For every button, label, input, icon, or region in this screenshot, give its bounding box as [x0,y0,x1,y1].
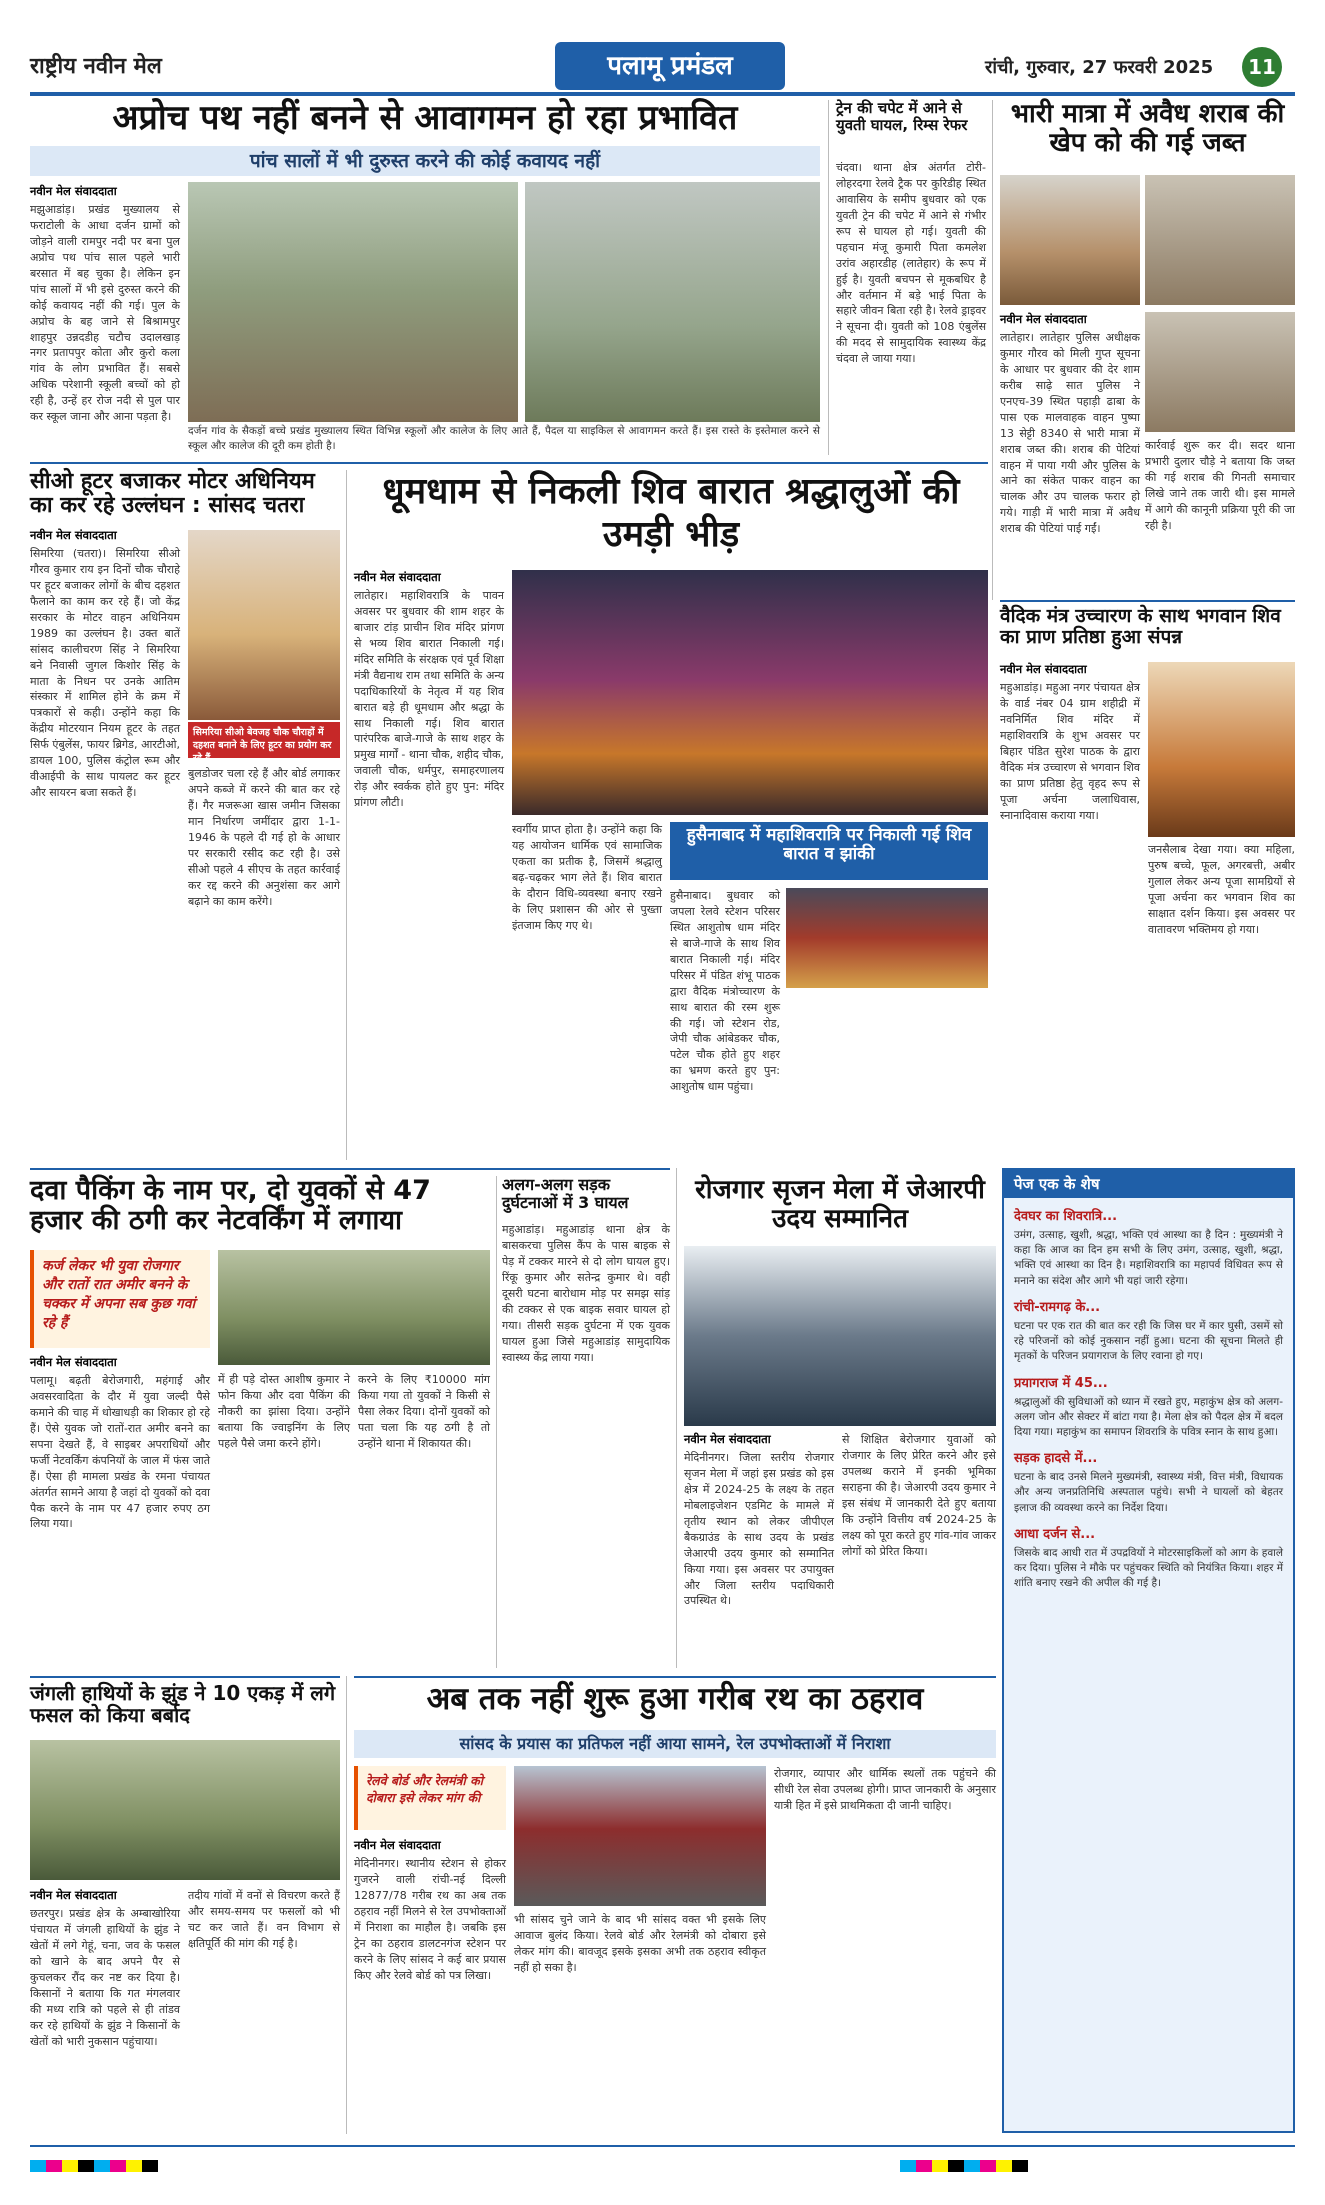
header-rule [30,92,1295,96]
s7-byline: नवीन मेल संवाददाता [1000,662,1087,676]
section-rule [354,1676,996,1678]
s8-body: पलामू। बढ़ती बेरोजगारी, महंगाई और अवसरवादिता के दौर में युवा जल्दी पैसे कमाने की चाह में धोखाधड़ी का शिकार हो रहे हैं। ऐसे युवक जो रातों-रात अमीर बनने का सपना देखते हैं, वे साइबर अपराधियों और फर्जी नेटवर्किंग कंपनियों के जाल में फंस जाते हैं। ऐसा ही मामला प्रखंड के रमना पंचायत अंतर्गत सामने आया है जहां दो युवकों को दवा पैक करने के नाम पर 47 हजार रुपए ठग लिया गया। [30,1374,210,1531]
continued-head: आधा दर्जन से... [1014,1526,1096,1542]
continued-text: उमंग, उत्साह, खुशी, श्रद्धा, भक्ति एवं आस्था का है दिन : मुख्यमंत्री ने कहा कि आज का दिन हम सभी के लिए उमंग, उत्साह, खुशी, श्रद्धा, भक्ति एवं आस्था का दिन है। महाशिवरात्रि का महापर्व विधिवत रूप से मनाने का संदेश और आगे भी यहां जारी रहेगा। [1014,1229,1283,1287]
s12-byline: नवीन मेल संवाददाता [354,1838,441,1852]
s1-subhead: पांच सालों में भी दुरुस्त करने की कोई कवायद नहीं [30,146,820,176]
s2-body: चंदवा। थाना क्षेत्र अंतर्गत टोरी-लोहरदगा रेलवे ट्रैक पर कुरिडीह स्थित आवासिय के समीप बुधवार को एक युवती ट्रेन की चपेट में आने से गंभीर रूप से घायल हो गई। युवती की पहचान मंजू कुमारी पिता कमलेश उरांव अहारडीह (लातेहार) के रूप में हुई है। युवती बचपन से मूकबधिर है और वर्तमान में बड़े भाई पिता के सहारे जीवन बिता रही है। रेलवे ड्राइवर ने सूचना दी। युवती को 108 एंबुलेंस की मदद से सामुदायिक स्वास्थ्य केंद्र चंदवा ले जाया गया। [836,161,986,366]
s2-headline: ट्रेन की चपेट में आने से युवती घायल, रिम्स रेफर [836,99,968,134]
divider [676,1168,677,1668]
s1-byline: नवीन मेल संवाददाता [30,184,117,198]
section-rule [1000,600,1295,602]
s12-callout: रेलवे बोर्ड और रेलमंत्री को दोबारा इसे लेकर मांग की [354,1766,506,1830]
continued-text: जिसके बाद आधी रात में उपद्रवियों ने मोटरसाइकिलों को आग के हवाले कर दिया। पुलिस ने मौके पर पहुंचकर स्थिति को नियंत्रित किया। शहर में शांति बनाए रखने की अपील की गई है। [1014,1546,1283,1590]
s4-headline: सीओ हूटर बजाकर मोटर अधिनियम का कर रहे उल्लंघन : सांसद चतरा [30,469,315,519]
s1-headline: अप्रोच पथ नहीं बनने से आवागमन हो रहा प्रभावित [112,98,738,138]
s8-callout: कर्ज लेकर भी युवा रोजगार और रातों रात अमीर बनने के चक्कर में अपना सब कुछ गवां रहे हैं [30,1250,210,1348]
divider [346,470,347,1160]
continued-text: घटना के बाद उनसे मिलने मुख्यमंत्री, स्वास्थ्य मंत्री, वित्त मंत्री, विधायक और अन्य जनप्रतिनिधि अस्पताल पहुंचे। सभी ने घायलों को बेहतर इलाज की व्यवस्था करने का निर्देश दिया। [1014,1471,1283,1514]
s8-body2: में ही पड़े दोस्त आशीष कुमार ने फोन किया और दवा पैकिंग की नौकरी का झांसा दिया। उन्होंने बताया कि ज्वाइनिंग के लिए पहले पैसे जमा करने होंगे। [218,1373,350,1450]
s1-body: मझुआडांड़। प्रखंड मुख्यालय से फराटोली के आधा दर्जन ग्रामों को जोड़ने वाली रामपुर नदी पर बना पुल अप्रोच पथ पांच साल पहले भारी बरसात में बह चुका है। लेकिन इन पांच सालों में भी इसे दुरुस्त करने की कोई कवायद नहीं की गई। पुल के अप्रोच के बह जाने से बिश्रामपुर शाहपुर उन्नदडीह चटौच उदालखाड़ नगर प्रतापपुर कोता और कुरो कला गांव के लोग प्रभावित हैं। सबसे अधिक परेशानी स्कूली बच्चों को हो रही है, उन्हें हर रोज नदी से पुल पार कर स्कूल जाना और आना पड़ता है। [30,203,180,424]
s3-photo-bottles [1145,312,1295,432]
s4-body: सिमरिया (चतरा)। सिमरिया सीओ गौरव कुमार राय इन दिनों चौक चौराहे पर हूटर बजाकर लोगों के बीच दहशत फैलाने का काम कर रहे हैं। जो केंद्र सरकार के मोटर वाहन अधिनियम 1989 का उल्लंघन है। उक्त बातें सांसद कालीचरण सिंह ने सिमरिया बने निवासी जुगल किशोर सिंह के माता के निधन पर उनके आतिम संस्कार में शामिल होने के क्रम में पत्रकारों से कही। उन्होंने कहा कि केंद्रीय मोटरयान नियम हूटर के तहत सिर्फ एंबुलेंस, फायर ब्रिगेड, आरटीओ, डायल 100, पुलिस कंट्रोल रूम और वीआईपी के साथ पायलट कर हूटर और सायरन बजा सकते हैं। [30,547,180,800]
s6-body: हुसैनाबाद। बुधवार को जपला रेलवे स्टेशन परिसर स्थित आशुतोष धाम मंदिर से बाजे-गाजे के साथ शिव बारात निकाली गई। मंदिर परिसर में पंडित शंभू पाठक द्वारा वैदिक मंत्रोच्चारण के साथ बारात की रस्म शुरू की गई। जो स्टेशन रोड, जेपी चौक आंबेडकर चौक, पटेल चौक होते हुए शहर का भ्रमण करते हुए पुन: आशुतोष धाम पहुंचा। [670,889,780,1094]
s1-photo-river [525,182,820,422]
s4-byline: नवीन मेल संवाददाता [30,528,117,542]
s6-photo-procession [786,888,988,988]
s3-photo-cartons [1145,175,1295,305]
s11-body2: तदीय गांवों में वनों से विचरण करते हैं और समय-समय पर फसलों को भी चट कर जाते हैं। वन विभाग से क्षतिपूर्ति की मांग की गई है। [188,1889,340,1950]
continued-text: श्रद्धालुओं की सुविधाओं को ध्यान में रखते हुए, महाकुंभ क्षेत्र को अलग-अलग जोन और सेक्टर में बांटा गया है। मेला क्षेत्र को पैदल क्षेत्र में बदल दिया गया। महाकुंभ का समापन शिवरात्रि के पवित्र स्नान के साथ हुआ। [1014,1395,1283,1438]
s10-byline: नवीन मेल संवाददाता [684,1432,771,1446]
s5-body: लातेहार। महाशिवरात्रि के पावन अवसर पर बुधवार की शाम शहर के बाजार टांड़ प्राचीन शिव मंदिर प्रांगण से भव्य शिव बारात निकाली गई। मंदिर समिति के संरक्षक एवं पूर्व शिक्षा मंत्री वैद्यनाथ राम तथा समिति के अन्य पदाधिकारियों के नेतृत्व में यह शिव बारात बड़े ही धूमधाम और श्रद्धा के साथ निकाली गई। शिव बारात पारंपरिक बाजे-गाजे के साथ शहर के प्रमुख मार्गों - थाना चौक, शहीद चौक, जवाली चौक, धर्मपुर, समाहरणालय रोड़ और स्वर्कक होते हुए पुन: मंदिर प्रांगण लौटी। [354,589,504,810]
s9-body: महुआडांड़। महुआडांड़ थाना क्षेत्र के बासकरचा पुलिस कैंप के पास बाइक से पेड़ में टक्कर मारने से दो लोग घायल हुए। रिंकू कुमार और सतेन्द्र कुमार थे। वही दूसरी घटना बारोधाम मोड़ पर समझ सांड़ की टक्कर से एक बाइक सवार घायल हो गया। तीसरी सड़क दुर्घटना में एक युवक घायल हुआ जिसे महुआडांड़ सामुदायिक स्वास्थ्य केंद्र लाया गया। [502,1223,670,1364]
registration-colorbar [30,2160,430,2172]
s9-headline: अलग-अलग सड़क दुर्घटनाओं में 3 घायल [502,1175,629,1212]
s4-photo-mp [188,530,340,720]
s4-photo-caption: सिमरिया सीओ बेवजह चौक चौराहों में दहशत बनाने के लिए हूटर का प्रयोग कर रहे हैं [188,722,340,758]
continued-head: प्रयागराज में 45... [1014,1375,1108,1391]
s12-body: मेदिनीनगर। स्थानीय स्टेशन से होकर गुजरने वाली रांची-नई दिल्ली 12877/78 गरीब रथ का अब तक ठहराव नहीं मिलने से रेल उपभोक्ताओं में निराशा का माहौल है। जबकि इस ट्रेन का ठहराव डालटनगंज स्टेशन पर करने के लिए सांसद ने कई बार प्रयास किए और रेलवे बोर्ड को पत्र लिखा। [354,1857,506,1982]
s8-body3: करने के लिए ₹10000 मांग किया गया तो युवकों ने किसी से पैसा लेकर दिया। दोनों युवकों को पता चला कि यह ठगी है तो उन्होंने थाना में शिकायत की। [358,1373,490,1450]
s3-headline: भारी मात्रा में अवैध शराब की खेप को की गई जब्त [1010,99,1285,158]
continued-title: पेज एक के शेष [1004,1170,1293,1198]
continued-head: रांची-रामगढ़ के... [1014,1299,1101,1315]
s1-caption: दर्जन गांव के सैकड़ों बच्चे प्रखंड मुख्यालय स्थित विभिन्न स्कूलों और कालेज के लिए आते हैं, पैदल या साइकिल से आवागमन करते हैं। इस रास्ते के इस्तेमाल करने से स्कूल और कालेज की दूरी कम होती है। [188,425,820,453]
s5-body2: स्वर्गीय प्राप्त होता है। उन्होंने कहा कि यह आयोजन धार्मिक एवं सामाजिक एकता का प्रतीक है, जिसमें श्रद्धालु बढ़-चढ़कर भाग लेते हैं। शिव बारात के दौरान विधि-व्यवस्था बनाए रखने के लिए प्रशासन की ओर से पुख्ता इंतजाम किए गए थे। [512,823,662,932]
s3-body: लातेहार। लातेहार पुलिस अधीक्षक कुमार गौरव को मिली गुप्त सूचना के आधार पर बुधवार की देर शाम करीब साढ़े सात पुलिस ने एनएच-39 स्थित पहाड़ी ढाबा के पास एक मालवाहक वाहन पुष्पा 13 सेट्टी 8340 से भारी मात्रा में शराब जब्त की। शराब की पेटियां वाहन में पाया गयी और पुलिस के आने का संकेत पाकर वाहन का चालक और उप चालक फरार हो गये। गाड़ी में भारी मात्रा में अवैध शराब की पेटियां पाई गईं। [1000,331,1140,536]
continued-head: देवघर का शिवरात्रि... [1014,1209,1118,1224]
s10-photo-award [684,1246,996,1426]
s7-headline: वैदिक मंत्र उच्चारण के साथ भगवान शिव का प्राण प्रतिष्ठा हुआ संपन्न [1000,605,1281,648]
s6-headline: हुसैनाबाद में महाशिवरात्रि पर निकाली गई शिव बारात व झांकी [686,825,972,864]
s7-photo-shivling [1148,662,1295,837]
s11-body: छतरपुर। प्रखंड क्षेत्र के अम्बाखोरिया पंचायत में जंगली हाथियों के झुंड ने खेतों में लगे गेहूं, चना, जव के फसल को खाने के बाद अपने पैर से कुचलकर रौंद कर नष्ट कर दिया है। किसानों ने बताया कि गत मंगलवार की मध्य रात्रि को पहले से ही तांडव कर रहे हाथियों के झुंड ने किसानों के खेतों को भारी नुकसान पहुंचाया। [30,1907,180,2048]
s12-subhead: सांसद के प्रयास का प्रतिफल नहीं आया सामने, रेल उपभोक्ताओं में निराशा [354,1730,996,1758]
s11-headline: जंगली हाथियों के झुंड ने 10 एकड़ में लगे फसल को किया बर्बाद [30,1681,336,1727]
divider [496,1176,497,1668]
continued-text: घटना पर एक रात की बात कर रही कि जिस घर में कार घुसी, उसमें सो रहे परिजनों को कोई नुकसान नहीं हुआ। घटना की सूचना मिलते ही मृतकों के परिजन प्रयागराज के लिए रवाना हो गए। [1014,1319,1283,1363]
s12-photo-train [514,1766,766,1906]
s5-photo-idol [512,570,988,815]
s5-byline: नवीन मेल संवाददाता [354,570,441,584]
s8-headline: दवा पैकिंग के नाम पर, दो युवकों से 47 हजार की ठगी कर नेटवर्किंग में लगाया [30,1175,431,1236]
s5-headline: धूमधाम से निकली शिव बारात श्रद्धालुओं की उमड़ी भीड़ [382,471,960,556]
s7-body2: जनसैलाब देखा गया। क्या महिला, पुरुष बच्चे, फूल, अगरबत्ती, अबीर गुलाल लेकर अन्य पूजा सामग्रियों से पूजा अर्चना कर भगवान शिव का साक्षात दर्शन किया। इस अवसर पर वातावरण भक्तिमय हो गया। [1148,843,1295,936]
page-number: 11 [1242,47,1282,87]
s3-body2: कार्रवाई शुरू कर दी। सदर थाना प्रभारी दुलार चौड़े ने बताया कि जब्त की गई शराब की गिनती समाचार लिखे जाने तक जारी थी। इस मामले में आगे की कानूनी प्रक्रिया पूरी की जा रही है। [1145,439,1295,532]
section-rule [30,1676,340,1678]
s12-headline: अब तक नहीं शुरू हुआ गरीब रथ का ठहराव [426,1681,924,1717]
section-rule [30,462,988,464]
issue-date: रांची, गुरुवार, 27 फरवरी 2025 [985,57,1214,78]
s3-byline: नवीन मेल संवाददाता [1000,312,1087,326]
s3-photo-truck [1000,175,1140,305]
masthead-left: राष्ट्रीय नवीन मेल [30,53,162,79]
registration-colorbar [900,2160,1300,2172]
continued-head: सड़क हादसे में... [1014,1451,1098,1467]
s11-photo-elephants [30,1740,340,1880]
section-rule [30,1168,670,1170]
s11-byline: नवीन मेल संवाददाता [30,1888,117,1902]
divider [828,100,829,455]
footer-rule [30,2145,1295,2147]
s12-body3: रोजगार, व्यापार और धार्मिक स्थलों तक पहुंचने की सीधी रेल सेवा उपलब्ध होगी। प्राप्त जानकारी के अनुसार यात्री हित में इसे प्राथमिकता दी जानी चाहिए। [774,1767,996,1812]
s10-body: मेदिनीनगर। जिला स्तरीय रोजगार सृजन मेला में जहां इस प्रखंड को इस क्षेत्र में 2024-25 के लक्ष्य के तहत मोबलाइजेशन एडमिट के मामले में तृतीय स्थान को लेकर जीपीएल बैकग्राउंड के साथ उदय के प्रखंड जेआरपी उदय कुमार को सम्मानित किया गया। इस अवसर पर उपायुक्त और जिला स्तरीय पदाधिकारी उपस्थित थे। [684,1451,834,1608]
s10-headline: रोजगार सृजन मेला में जेआरपी उदय सम्मानित [695,1175,985,1234]
s7-body: महुआडांड़। महुआ नगर पंचायत क्षेत्र के वार्ड नंबर 04 ग्राम शहीद्री में नवनिर्मित शिव मंदिर में महाशिवरात्रि के शुभ अवसर पर बिहार पंडित सुरेश पाठक के द्वारा वैदिक मंत्र उच्चारण से भगवान शिव का प्राण प्रतिष्ठा हेतु वृहद रूप से पूजा अर्चना जलाधिवास, स्नानादिवास कराया गया। [1000,681,1140,822]
s8-photo-youths [218,1250,490,1365]
s12-body2: भी सांसद चुने जाने के बाद भी सांसद वक्त भी इसके लिए आवाज बुलंद किया। रेलवे बोर्ड और रेलमंत्री को दोबारा इसे लेकर मांग की। बावजूद इसके इसका अभी तक ठहराव स्वीकृत नहीं हो सका है। [514,1913,766,1974]
divider [346,1676,347,2134]
s8-byline: नवीन मेल संवाददाता [30,1355,117,1369]
s1-photo-bridge [188,182,518,422]
s10-body2: से शिक्षित बेरोजगार युवाओं को रोजगार के लिए प्रेरित करने और इसे उपलब्ध कराने में इनकी भूमिका सराहना की है। जेआरपी उदय कुमार ने इस संबंध में जानकारी देते हुए बताया कि उन्होंने वित्तीय वर्ष 2024-25 के लक्ष्य को पूरा करते हुए गांव-गांव जाकर लोगों को प्रेरित किया। [842,1433,996,1558]
continued-box [1002,1168,1295,2133]
divider [992,100,993,600]
s4-body2: बुलडोजर चला रहे हैं और बोर्ड लगाकर अपने कब्जे में करने की बात कर रहे हैं। गैर मजरूआ खास जमीन जिसका मान निर्धारण जमींदार द्वारा 1-1-1946 के पहले दी गई हो के आधार पर सरकारी रसीद कट रही है। उसे सीओ पहले 4 सीएच के तहत कार्रवाई कर रद्द करने की अनुशंसा कर आगे बढ़ाने का काम करेंगे। [188,767,340,908]
section-title: पलामू प्रमंडल [555,42,785,90]
